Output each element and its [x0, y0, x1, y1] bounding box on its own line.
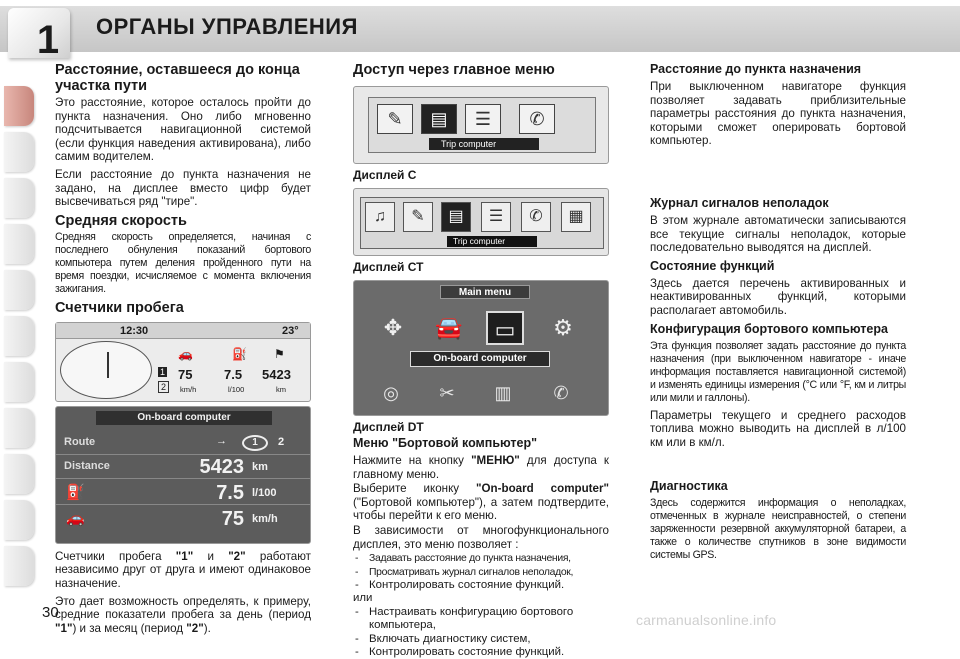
paragraph-counters-1 [55, 550, 311, 591]
counters2-text-mid: ) и за месяц (период [72, 621, 187, 635]
display-ct-bar: Trip computer [447, 236, 537, 247]
display-dt-image [353, 280, 609, 416]
clock-hand [107, 352, 109, 378]
select-text-a: Выберите иконку [353, 482, 477, 496]
paragraph-press-menu [353, 454, 609, 481]
counters2-text-end: ). [203, 621, 211, 635]
arrow-icon: → [216, 434, 227, 447]
book-icon: ▥ [494, 383, 512, 403]
display-ct-image [353, 188, 609, 256]
obc-route-row [56, 431, 310, 455]
trip-computer-icon: ▤ [421, 104, 457, 134]
odo-distance-value: 5423 [262, 366, 291, 382]
obc-distance-value: 5423 [199, 455, 244, 478]
side-tab[interactable] [4, 362, 34, 402]
page-number: 30 [42, 604, 59, 621]
odo-top-bar [56, 323, 310, 339]
heading-obc-config: Конфигурация бортового компьютера [650, 321, 888, 336]
side-tabs [0, 58, 40, 618]
settings-icon: ☰ [465, 104, 501, 134]
paragraph-function-state: Здесь дается перечень активированных и неактивированных функций, которыми располагает автомобиль. [650, 276, 906, 317]
side-tab[interactable] [4, 224, 34, 264]
press-text-a: Нажмите на кнопку [353, 454, 472, 467]
spacer [650, 453, 906, 479]
obc-speed-row [56, 507, 310, 531]
obc-distance-row [56, 455, 310, 479]
paragraph-diagnostics: Здесь содержится информация о неполадках, отмеченных в журнале неисправностей, о степени заряженности резервной аккумуляторной батареи, а также о количестве спутников в зоне видимости системы GPS. [650, 497, 906, 562]
car-icon: 🚗 [66, 509, 85, 527]
paragraph-select-icon [353, 482, 609, 523]
heading-diagnostics: Диагностика [650, 479, 728, 494]
list-item: - Включать диагностику систем, [353, 633, 609, 646]
paragraph-counters-2 [55, 595, 311, 636]
navigation-icon: ✥ [383, 315, 403, 340]
caption-display-dt: Дисплей DT [353, 420, 424, 434]
page-header [0, 0, 960, 62]
navigation-icon: ✎ [403, 202, 433, 232]
route-icon: ⚑ [274, 346, 285, 361]
odometer-display-image [55, 322, 311, 402]
counters-label-2: "2" [228, 549, 246, 563]
settings-icon: ☰ [481, 202, 511, 232]
paragraph-config-1: Эта функция позволяет задать расстояние до пункта назначения (при выключенном навигаторе - иначе информация поставляется навигационной системой) и изменять единицы измерения (°C или °F, км и литры или мили и галлоны). [650, 339, 906, 404]
car-icon: 🚘 [435, 315, 463, 340]
fuel-pump-icon: ⛽ [66, 483, 85, 501]
audio-icon: ◎ [383, 383, 399, 403]
spacer [650, 152, 906, 196]
side-tab[interactable] [4, 408, 34, 448]
chapter-title: ОРГАНЫ УПРАВЛЕНИЯ [96, 14, 358, 39]
obc-title: On-board computer [96, 411, 272, 425]
obc-distance-label: Distance [64, 459, 110, 472]
side-tab[interactable] [4, 316, 34, 356]
phone-icon: ✆ [553, 383, 569, 403]
display-c-bar: Trip computer [429, 138, 539, 150]
display-c-image [353, 86, 609, 164]
obc-selector-2: 2 [278, 435, 285, 448]
watermark: carmanualsonline.info [636, 612, 777, 628]
press-text-c: для доступа к главному меню. [353, 454, 609, 481]
heading-obc-menu: Меню "Бортовой компьютер" [353, 436, 538, 450]
column-right [650, 62, 906, 566]
heading-main-menu-access: Доступ через главное меню [353, 62, 555, 78]
counters-text-and: и [193, 549, 229, 563]
list-item: - Настраивать конфигурацию бортового компьютера, [353, 606, 609, 633]
heading-average-speed: Средняя скорость [55, 212, 187, 229]
onboard-computer-display-image [55, 406, 311, 544]
odo-fuel-unit: l/100 [228, 384, 245, 394]
odo-speed-unit: km/h [180, 384, 197, 394]
odo-badge-1: 1 [160, 366, 166, 377]
counters2-label-1: "1" [55, 621, 73, 635]
caption-display-c: Дисплей С [353, 168, 417, 182]
heading-odometers: Счетчики пробега [55, 299, 184, 316]
paragraph-distance-2: Если расстояние до пункта назначения не задано, на дисплее вместо цифр будет высвечиваться ряд "тире". [55, 167, 311, 209]
side-tab-active[interactable] [4, 86, 34, 126]
list-item: - Контролировать состояние функций. [353, 579, 609, 592]
info-icon: ▦ [561, 202, 591, 232]
odo-fuel-value: 7.5 [224, 366, 243, 382]
chapter-number: 1 [36, 18, 60, 62]
fuel-icon: ⛽ [232, 346, 247, 361]
display-dt-bar: On-board computer [410, 351, 550, 367]
trip-computer-icon: ▤ [441, 202, 471, 232]
clock-face [60, 341, 152, 399]
odo-temperature: 23° [282, 324, 299, 337]
column-left [55, 62, 311, 639]
obc-selector-1: 1 [242, 435, 268, 451]
list-item: - Контролировать состояние функций. [353, 646, 609, 659]
heading-function-state: Состояние функций [650, 258, 775, 273]
side-tab[interactable] [4, 500, 34, 540]
heading-destination-distance: Расстояние до пункта назначения [650, 62, 862, 76]
tools-icon: ✂ [439, 383, 455, 403]
audio-icon: ♫ [365, 202, 395, 232]
side-tab[interactable] [4, 454, 34, 494]
select-text-c: ("Бортовой компьютер"), а затем подтвердите, чтобы перейти к его меню. [353, 495, 609, 523]
menu-options-list-2 [353, 606, 609, 659]
obc-distance-unit: km [252, 460, 268, 473]
obc-fuel-value: 7.5 [216, 481, 244, 504]
side-tab[interactable] [4, 178, 34, 218]
obc-route-label: Route [64, 435, 96, 448]
navigation-icon: ✎ [377, 104, 413, 134]
obc-fuel-unit: l/100 [252, 486, 277, 499]
side-tab[interactable] [4, 546, 34, 586]
column-middle [353, 62, 609, 659]
phone-icon: ✆ [521, 202, 551, 232]
paragraph-average-speed: Средняя скорость определяется, начиная с последнего обнуления показаний бортового компьютера путем деления пройденного пути на время поездки, исчисляемое с момента включения зажигания. [55, 230, 311, 295]
side-tab[interactable] [4, 270, 34, 310]
or-separator: или [353, 592, 373, 605]
counters2-text-a: Это дает возможность определять, к примеру, средние показатели пробега за день (период [55, 594, 311, 622]
obc-speed-unit: km/h [252, 512, 278, 525]
side-tab[interactable] [4, 132, 34, 172]
list-item: - Задавать расстояние до пункта назначения, [353, 552, 609, 565]
settings-icon: ⚙ [553, 315, 573, 340]
display-ct-screen [360, 197, 604, 249]
caption-display-ct: Дисплей СТ [353, 260, 424, 274]
obc-speed-value: 75 [221, 507, 244, 530]
phone-icon: ✆ [519, 104, 555, 134]
odo-time: 12:30 [120, 324, 149, 337]
list-item: - Просматривать журнал сигналов неполадок, [353, 566, 609, 579]
counters-text-a: Счетчики пробега [55, 549, 176, 563]
counters-label-1: "1" [175, 549, 194, 563]
trip-computer-icon: ▭ [486, 311, 524, 345]
display-dt-title: Main menu [440, 285, 530, 299]
odo-distance-unit: km [276, 384, 286, 394]
odo-badge-2: 2 [158, 381, 169, 393]
chapter-tab [8, 8, 70, 62]
paragraph-fault-log: В этом журнале автоматически записываются все текущие сигналы неполадок, которые последовательно выводятся на дисплей. [650, 213, 906, 255]
heading-fault-log: Журнал сигналов неполадок [650, 195, 829, 210]
heading-distance-remaining: Расстояние, оставшееся до конца участка пути [55, 62, 300, 94]
car-icon: 🚗 [178, 346, 193, 361]
paragraph-distance-1: Это расстояние, которое осталось пройти до пункта назначения. Оно либо мгновенно подсчитывается навигационной системой (если функция наведения активирована), либо самим водителем. [55, 96, 311, 164]
obc-fuel-row [56, 481, 310, 505]
counters-text-c: работают независимо друг от друга и имеют одинаковое назначение. [55, 549, 311, 590]
paragraph-destination: При выключенном навигаторе функция позволяет задавать приблизительные параметры расстояния до пункта назначения, которыми сможет оперировать бортовой компьютер. [650, 80, 906, 148]
odo-speed-value: 75 [178, 366, 193, 382]
menu-options-list-1 [353, 552, 609, 592]
menu-button-label: "МЕНЮ" [471, 454, 520, 467]
paragraph-depending: В зависимости от многофункционального дисплея, это меню позволяет : [353, 523, 609, 551]
display-c-screen [368, 97, 596, 153]
counters2-label-2: "2" [186, 621, 204, 635]
obc-icon-label: "On-board computer" [476, 482, 609, 496]
paragraph-config-2: Параметры текущего и среднего расходов топлива можно выводить на дисплей в л/100 км или в км/л. [650, 408, 906, 449]
